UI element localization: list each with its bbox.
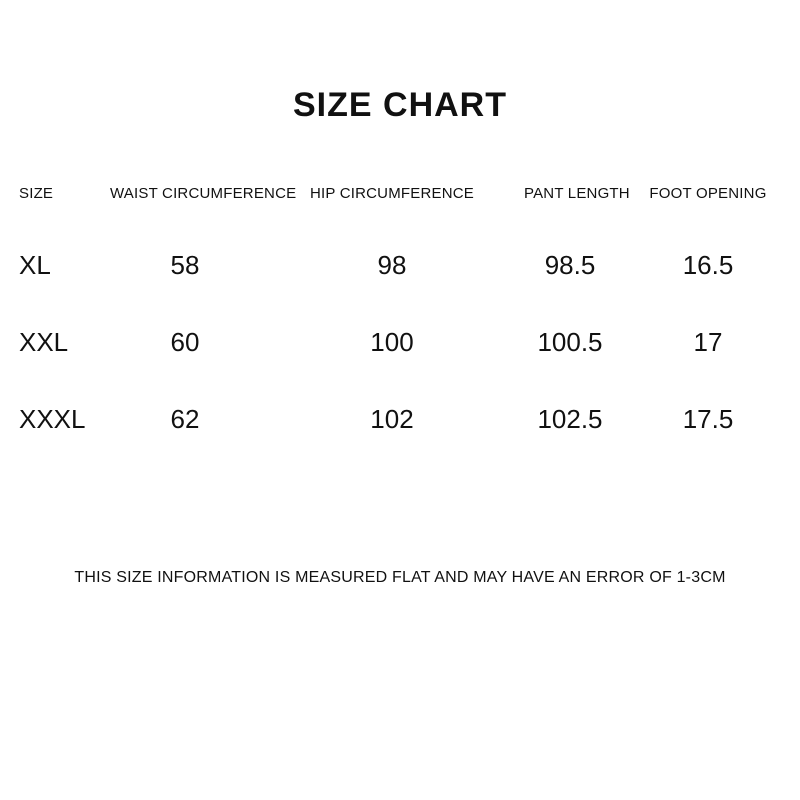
table-row-xxxl: [0, 381, 800, 458]
pant-length-value: 98.5: [544, 250, 596, 280]
waist-value: 62: [170, 404, 200, 434]
pant-length-value: 100.5: [537, 327, 603, 357]
column-header-hip-circumference: HIP CIRCUMFERENCE: [310, 185, 474, 202]
waist-value: 58: [170, 250, 200, 280]
size-label: XXXL: [19, 404, 86, 434]
hip-value: 100: [370, 327, 414, 357]
size-label: XL: [19, 250, 51, 280]
hip-value: 102: [370, 404, 414, 434]
column-header-size: SIZE: [19, 185, 54, 202]
table-row-xxl: [0, 304, 800, 381]
foot-opening-value: 17.5: [682, 404, 734, 434]
size-table: [0, 185, 800, 458]
foot-opening-value: 16.5: [682, 250, 734, 280]
column-header-foot-opening: FOOT OPENING: [649, 185, 767, 202]
page-title: SIZE CHART: [293, 86, 507, 124]
table-row-xl: [0, 227, 800, 304]
waist-value: 60: [170, 327, 200, 357]
measurement-disclaimer: THIS SIZE INFORMATION IS MEASURED FLAT AND MAY HAVE AN ERROR OF 1-3CM: [74, 569, 726, 586]
size-label: XXL: [19, 327, 69, 357]
pant-length-value: 102.5: [537, 404, 603, 434]
column-header-pant-length: PANT LENGTH: [524, 185, 630, 202]
column-header-waist-circumference: WAIST CIRCUMFERENCE: [110, 185, 297, 202]
foot-opening-value: 17: [693, 327, 723, 357]
table-header-row: [0, 185, 800, 201]
hip-value: 98: [377, 250, 407, 280]
